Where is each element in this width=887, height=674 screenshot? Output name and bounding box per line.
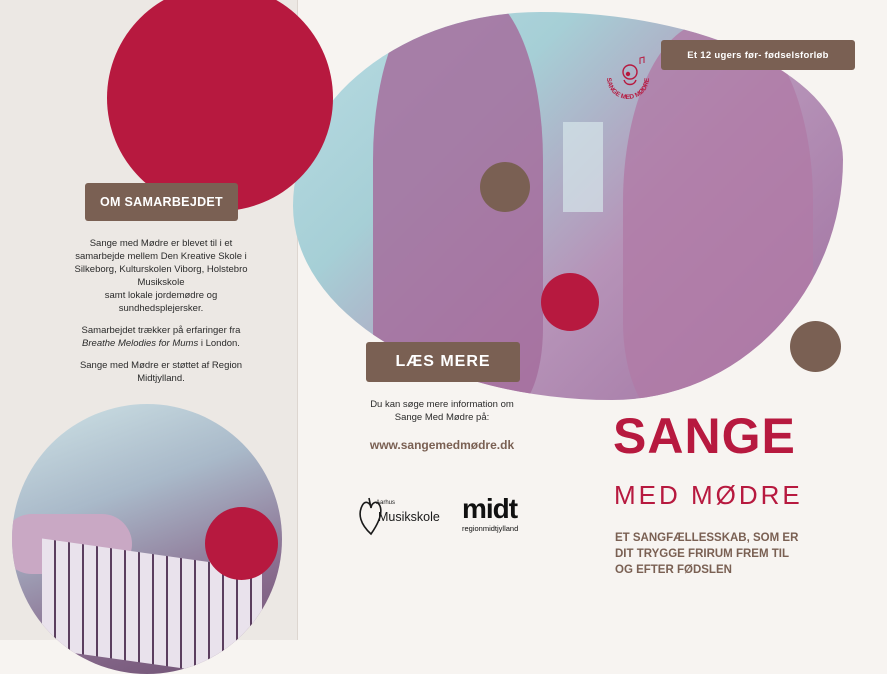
aarhus-small-text: Aarhus xyxy=(376,500,396,506)
title-sange: SANGE xyxy=(613,408,796,464)
about-heading: OM SAMARBEJDET xyxy=(85,183,238,221)
about-paragraph-1: Sange med Mødre er blevet til i et samarbejde mellem Den Kreative Skole i Silkeborg, Kulturskolen Viborg, Holstebro Musikskole samt lokale jordemødre og sundhedsplejersker. xyxy=(74,238,248,314)
title-med-modre: MED MØDRE xyxy=(614,480,803,510)
about-paragraph-3: Sange med Mødre er støttet af Region Midtjylland. xyxy=(79,360,243,384)
about-paragraph-2: Samarbejdet trækker på erfaringer fra Breathe Melodies for Mums i London. xyxy=(81,325,241,349)
region-midt-logo xyxy=(462,493,519,533)
read-more-button[interactable]: LÆS MERE xyxy=(366,342,520,382)
tagline: ET SANGFÆLLESSKAB, SOM ER DIT TRYGGE FRIRUM FREM TIL OG EFTER FØDSLEN xyxy=(615,532,799,576)
musikskole-text: Musikskole xyxy=(378,510,440,524)
region-midtjylland-text: regionmidtjylland xyxy=(462,524,519,533)
sange-med-modre-logo xyxy=(600,50,656,106)
info-text: Du kan søge mere information om Sange Med Mødre på: xyxy=(370,399,514,423)
course-tag: Et 12 ugers før- fødselsforløb xyxy=(661,40,855,70)
brown-circle-mid xyxy=(480,162,530,212)
svg-text:SANGE MED MØDRE: SANGE MED MØDRE xyxy=(604,77,652,102)
midt-wordmark: midt xyxy=(462,493,518,524)
photo-music-stand xyxy=(563,122,603,212)
brown-circle-right xyxy=(790,321,841,372)
about-text xyxy=(45,237,277,394)
red-circle-bottom-left xyxy=(205,507,278,580)
website-link[interactable]: www.sangemedmødre.dk xyxy=(369,438,515,452)
aarhus-musikskole-logo xyxy=(358,496,448,536)
mother-baby-icon xyxy=(600,50,656,106)
red-circle-mid xyxy=(541,273,599,331)
